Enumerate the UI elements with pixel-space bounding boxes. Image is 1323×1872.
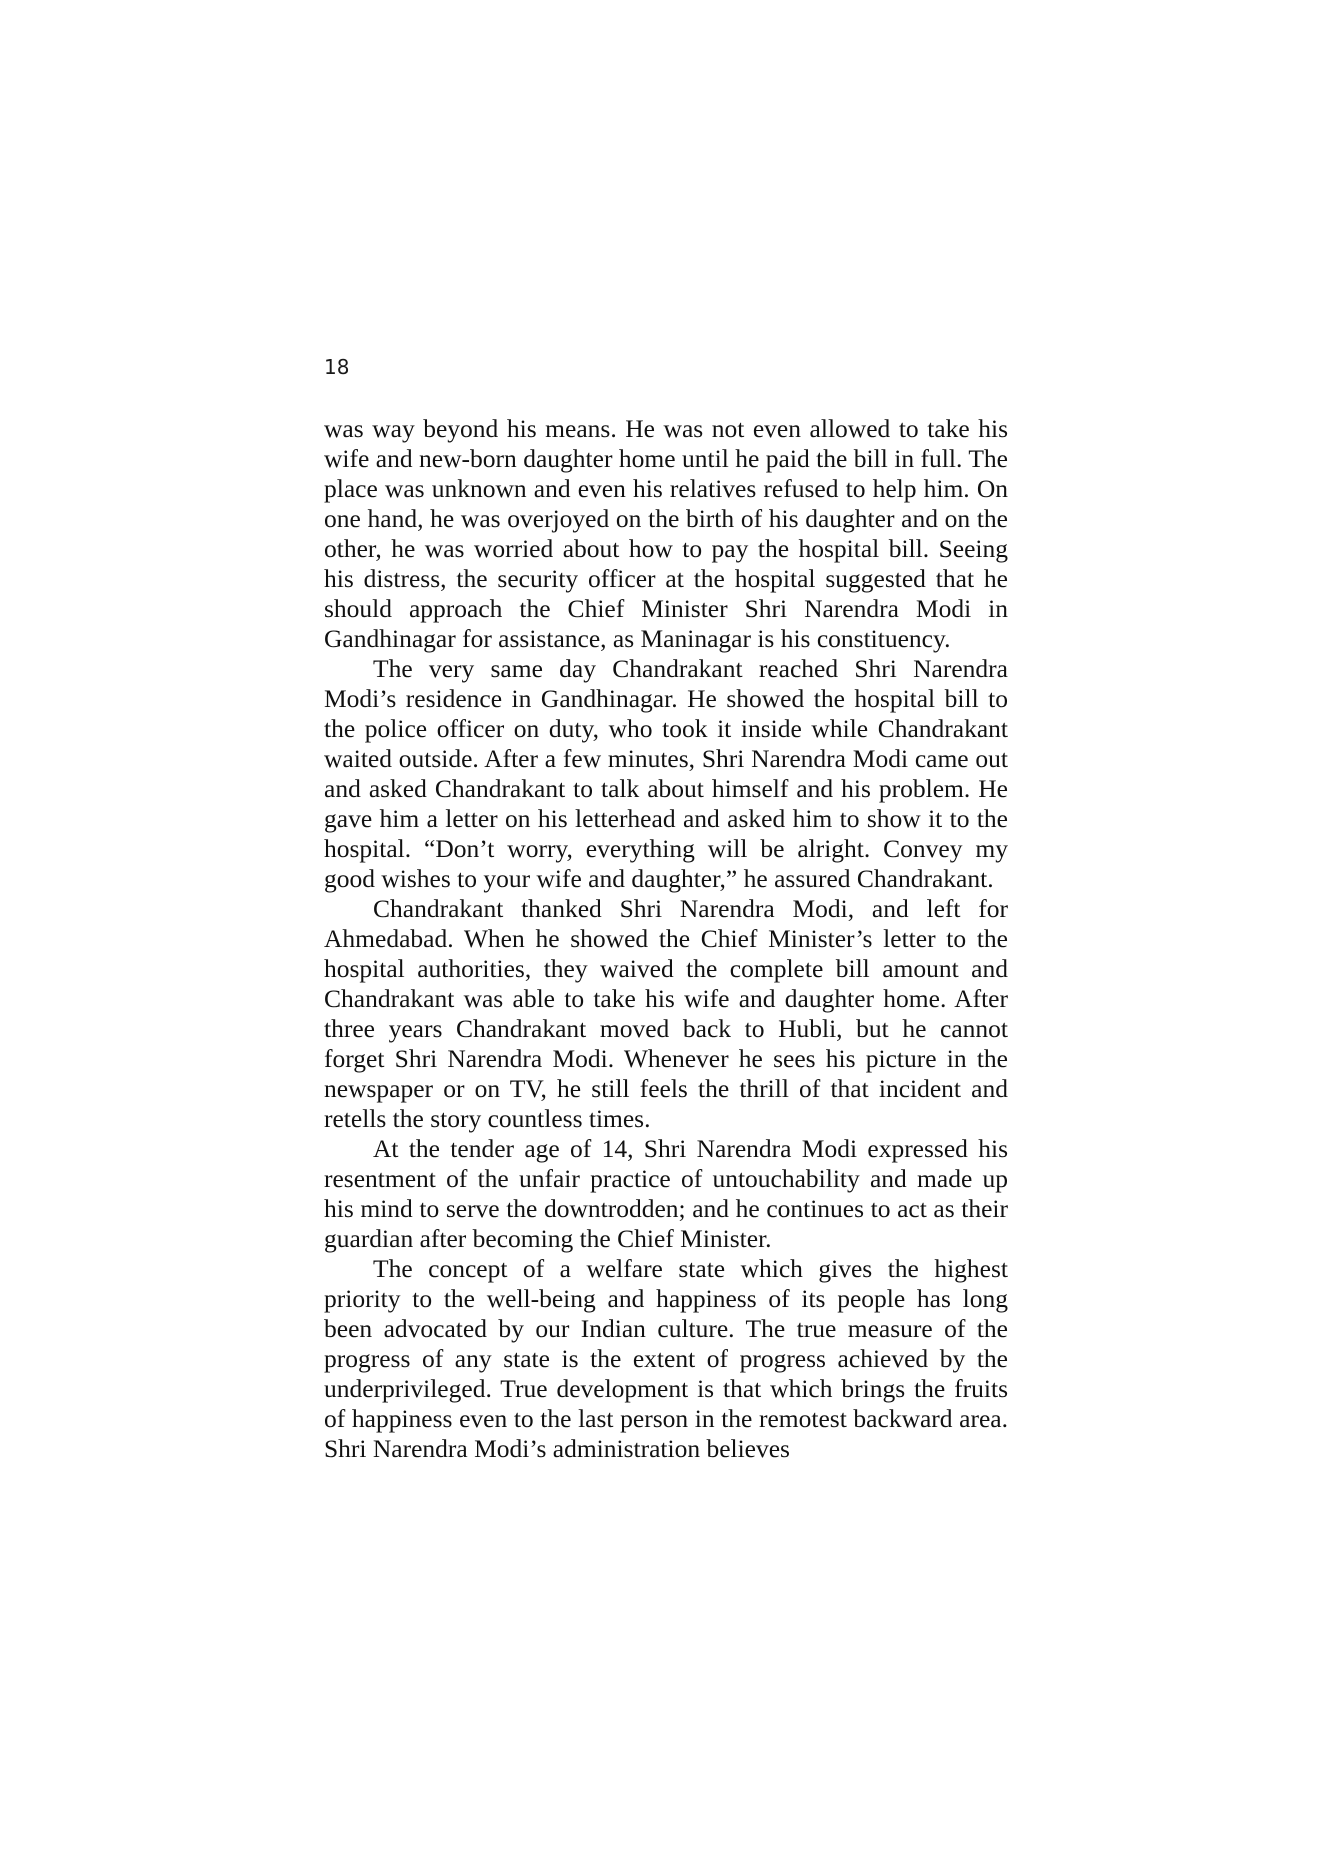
paragraph-continuation: was way beyond his means. He was not even allowed to take his wife and new-born daughter home until he paid the bill in full. The place was unknown and even his relatives refused to help him. On one hand, he was overjoyed on the birth of his daughter and on the other, he was worried about how to pay the hospital bill. Seeing his distress, the security officer at the hospital suggested that he should approach the Chief Minister Shri Narendra Modi in Gandhinagar for assistance, as Maninagar is his constituency. — [324, 414, 1008, 653]
paragraph-chandrakant-thanks: Chandrakant thanked Shri Narendra Modi, and left for Ahmedabad. When he showed the Chief Minister’s letter to the hospital authorities, they waived the complete bill amount and Chandrakant was able to take his wife and daughter home. After three years Chandrakant moved back to Hubli, but he cannot forget Shri Narendra Modi. Whenever he sees his picture in the newspaper or on TV, he still feels the thrill of that incident and retells the story countless times. — [324, 894, 1008, 1133]
page-number: 18 — [324, 355, 350, 379]
paragraph-welfare-state: The concept of a welfare state which gives the highest priority to the well-being and happiness of its people has long been advocated by our Indian culture. The true measure of the progress of any state is the extent of progress achieved by the underprivileged. True development is that which brings the fruits of happiness even to the last person in the remotest backward area. Shri Narendra Modi’s administration believes — [324, 1254, 1008, 1463]
paragraph-chandrakant-visit: The very same day Chandrakant reached Shri Narendra Modi’s residence in Gandhinagar. He showed the hospital bill to the police officer on duty, who took it inside while Chandrakant waited outside. After a few minutes, Shri Narendra Modi came out and asked Chandrakant to talk about himself and his problem. He gave him a letter on his letterhead and asked him to show it to the hospital. “Don’t worry, everything will be alright. Convey my good wishes to your wife and daughter,” he assured Chandrakant. — [324, 654, 1008, 893]
paragraph-untouchability: At the tender age of 14, Shri Narendra Modi expressed his resentment of the unfair practice of untouchability and made up his mind to serve the downtrodden; and he continues to act as their guardian after becoming the Chief Minister. — [324, 1134, 1008, 1253]
body-text — [324, 414, 1008, 1464]
